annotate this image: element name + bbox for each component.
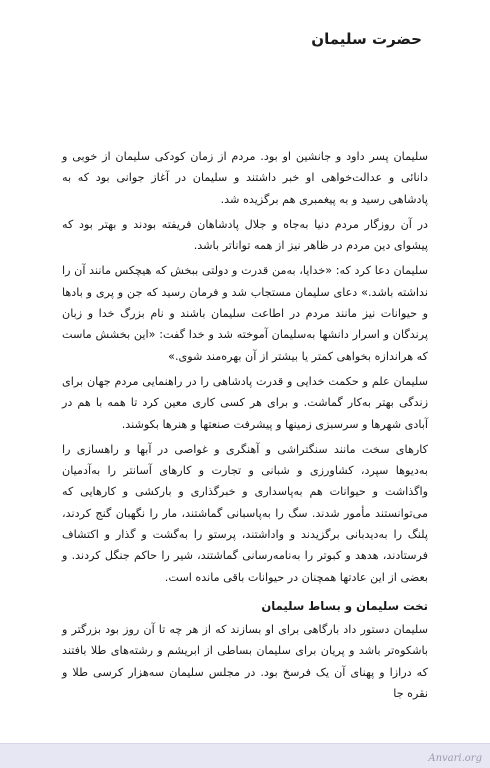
section-paragraph: سلیمان دستور داد بارگاهی برای او بسازند که از هر چه تا آن روز بود بزرگتر و باشکوه‌تر باشد و پریان برای سلیمان بساطی از ابریشم و رشته‌های طلا بافتند که درازا و پهنای آن یک فرسخ بود. در مجلس سلیمان سه‌هزار کرسی طلا و نقره جا <box>62 622 428 700</box>
paragraph-2: در آن روزگار مردم دنیا به‌جاه و جلال پادشاهان فریفته بودند و بهتر بود که پیشوای دین مردم در ظاهر نیز از همه توانا‌تر باشد. <box>62 217 428 253</box>
paragraph-5: کارهای سخت مانند سنگتراشی و آهنگری و غواصی در آبها و راهسازی را به‌دیوها سپرد، کشاورزی و شبانی و تجارت و کارهای آسانتر را به‌آدمیان واگذاشت و حیوانات هم به‌پاسداری و خبرگذاری و بارکشی و کارهایی که می‌توانستند مأمور شدند. سگ را به‌پاسبانی گماشتند، مار را نگهبان گنج کردند، پلنگ را به‌دیدبانی برگزیدند و واداشتند، پرستو را به‌گشت و گذار و اکتشاف فرستادند، هدهد و کبوتر را به‌نامه‌رسانی گماشتند، شیر را حاکم جنگل کردند. و بعضی از این عادتها همچنان در حیوانات باقی مانده است. <box>62 442 428 584</box>
page-body <box>62 146 428 708</box>
paragraph-4: سلیمان علم و حکمت خدایی و قدرت پادشاهی را در راهنمایی مردم جهان برای زندگی بهتر به‌کار گماشت. و برای هر کسی کاری معین کرد تا همه با هم در آبادی شهرها و سرسبزی زمینها و پیشرفت صنعتها و هنرها بکوشند. <box>62 374 428 431</box>
watermark: Anvari.org <box>428 753 482 764</box>
page-title: حضرت سلیمان <box>311 30 422 48</box>
paragraph-1: سلیمان پسر داود و جانشین او بود. مردم از زمان کودکی سلیمان از خوبی و دانائی و عدالت‌خواهی او خبر داشتند و سلیمان در آغاز جوانی بود که به پادشاهی رسید و به پیغمبری هم برگزیده شد. <box>62 150 428 206</box>
footer-bar <box>0 743 490 768</box>
section-heading: تخت سلیمان و بساط سلیمان <box>261 598 428 613</box>
paragraph-3: سلیمان دعا کرد که: «خدایا، به‌من قدرت و دولتی ببخش که هیچکس مانند آن را نداشته باشد.» دعای سلیمان مستجاب شد و فرمان رسید که جن و پری و بادها و حیوانات نیز مانند مردم در اطاعت سلیمان باشند و نام بزرگ خدا و زبان پرندگان و اسرار دانشها به‌سلیمان آموخته شد و خدا گفت: «این بخشش ماست که هراندازه بخواهی کمتر یا بیشتر از آن بهره‌مند شوی.» <box>62 264 428 363</box>
